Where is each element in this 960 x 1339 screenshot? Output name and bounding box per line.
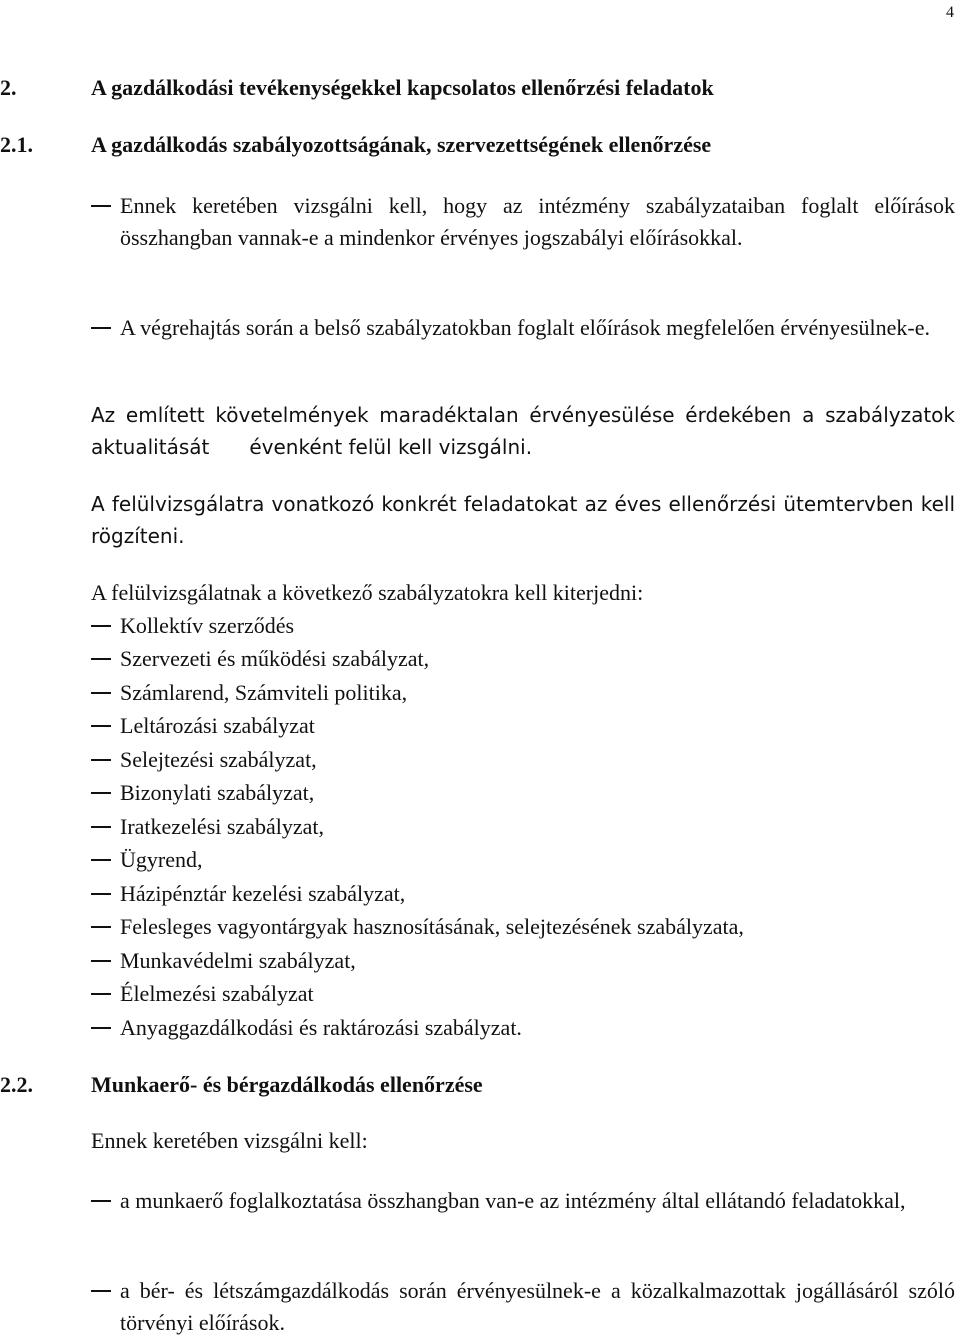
section-2-2-title: Munkaerő- és bérgazdálkodás ellenőrzése	[91, 1072, 483, 1097]
list-intro: A felülvizsgálatnak a következő szabályzatokra kell kiterjedni:	[91, 580, 644, 605]
list-item	[91, 978, 955, 1010]
bullet-text: a munkaerő foglalkoztatása összhangban van-e az intézmény által ellátandó feladatokkal,	[120, 1188, 906, 1213]
list-item	[91, 911, 955, 943]
list-item-text: Kollektív szerződés	[120, 613, 295, 638]
section-2-1-number: 2.1.	[0, 132, 33, 157]
paragraph-aktualitas	[91, 399, 955, 463]
dash-bullet-icon	[91, 625, 111, 627]
list-item-text: Anyaggazdálkodási és raktározási szabályzat.	[120, 1015, 522, 1040]
section-2-1-bullet-1	[91, 190, 955, 254]
section-2-2-bullet-1	[91, 1185, 955, 1217]
list-item	[91, 710, 955, 742]
list-item	[91, 878, 955, 910]
dash-bullet-icon	[91, 1200, 111, 1202]
list-item-text: Bizonylati szabályzat,	[120, 780, 315, 805]
list-item-text: Szervezeti és működési szabályzat,	[120, 646, 430, 671]
list-item-text: Munkavédelmi szabályzat,	[120, 948, 356, 973]
dash-bullet-icon	[91, 859, 111, 861]
dash-bullet-icon	[91, 926, 111, 928]
list-item-text: Élelmezési szabályzat	[120, 981, 314, 1006]
bullet-text	[91, 190, 955, 254]
list-item-text: Leltározási szabályzat	[120, 713, 315, 738]
list-item	[91, 643, 955, 675]
dash-bullet-icon	[91, 1290, 111, 1292]
list-item	[91, 945, 955, 977]
bullet-1-text: Ennek keretében vizsgálni kell, hogy az intézmény szabályzataiban foglalt előírások összhangban vannak-e a mindenkor érvényes jogszabályi előírásokkal.	[120, 193, 955, 250]
list-item-text: Számlarend, Számviteli politika,	[120, 680, 408, 705]
dash-bullet-icon	[91, 658, 111, 660]
dash-bullet-icon	[91, 826, 111, 828]
list-item	[91, 744, 955, 776]
list-item	[91, 1012, 955, 1044]
bullet-text: a bér- és létszámgazdálkodás során érvényesülnek-e a közalkalmazottak jogállásáról szóló törvényi előírások.	[120, 1278, 955, 1335]
list-item-text: Selejtezési szabályzat,	[120, 747, 317, 772]
section-2-2-bullet-2	[91, 1275, 955, 1339]
dash-bullet-icon	[91, 960, 111, 962]
section-2-title: A gazdálkodási tevékenységekkel kapcsolatos ellenőrzési feladatok	[91, 75, 714, 100]
list-item	[91, 844, 955, 876]
list-item-text: Házipénztár kezelési szabályzat,	[120, 881, 406, 906]
section-2-1-title: A gazdálkodás szabályozottságának, szervezettségének ellenőrzése	[91, 132, 712, 157]
paragraph-aktualitas-part-b: évenként felül kell vizsgálni.	[249, 435, 533, 459]
paragraph-aktualitas-part-a: Az említett követelmények maradéktalan érvényesülése érdekében a szabályzatok aktualitását	[91, 403, 955, 459]
list-item	[91, 610, 955, 642]
dash-bullet-icon	[91, 725, 111, 727]
list-item-text: Iratkezelési szabályzat,	[120, 814, 324, 839]
dash-bullet-icon	[91, 1027, 111, 1029]
section-2-2-number: 2.2.	[0, 1072, 33, 1097]
section-2-2-intro: Ennek keretében vizsgálni kell:	[91, 1128, 368, 1153]
list-item	[91, 777, 955, 809]
list-item	[91, 811, 955, 843]
page-number: 4	[946, 4, 954, 21]
dash-bullet-icon	[91, 759, 111, 761]
list-item-text: Felesleges vagyontárgyak hasznosításának, selejtezésének szabályzata,	[120, 914, 744, 939]
paragraph-felulvizsgalat: A felülvizsgálatra vonatkozó konkrét feladatokat az éves ellenőrzési ütemtervben kell rögzíteni.	[91, 492, 955, 548]
bullet-2-text: A végrehajtás során a belső szabályzatokban foglalt előírások megfelelően érvényesülnek-e.	[120, 315, 931, 340]
list-item	[91, 677, 955, 709]
dash-bullet-icon	[91, 692, 111, 694]
dash-bullet-icon	[91, 205, 111, 207]
list-item-text: Ügyrend,	[120, 847, 203, 872]
dash-bullet-icon	[91, 792, 111, 794]
section-2-1-bullet-2	[91, 312, 955, 344]
dash-bullet-icon	[91, 327, 111, 329]
section-2-number: 2.	[0, 75, 17, 100]
dash-bullet-icon	[91, 893, 111, 895]
dash-bullet-icon	[91, 993, 111, 995]
